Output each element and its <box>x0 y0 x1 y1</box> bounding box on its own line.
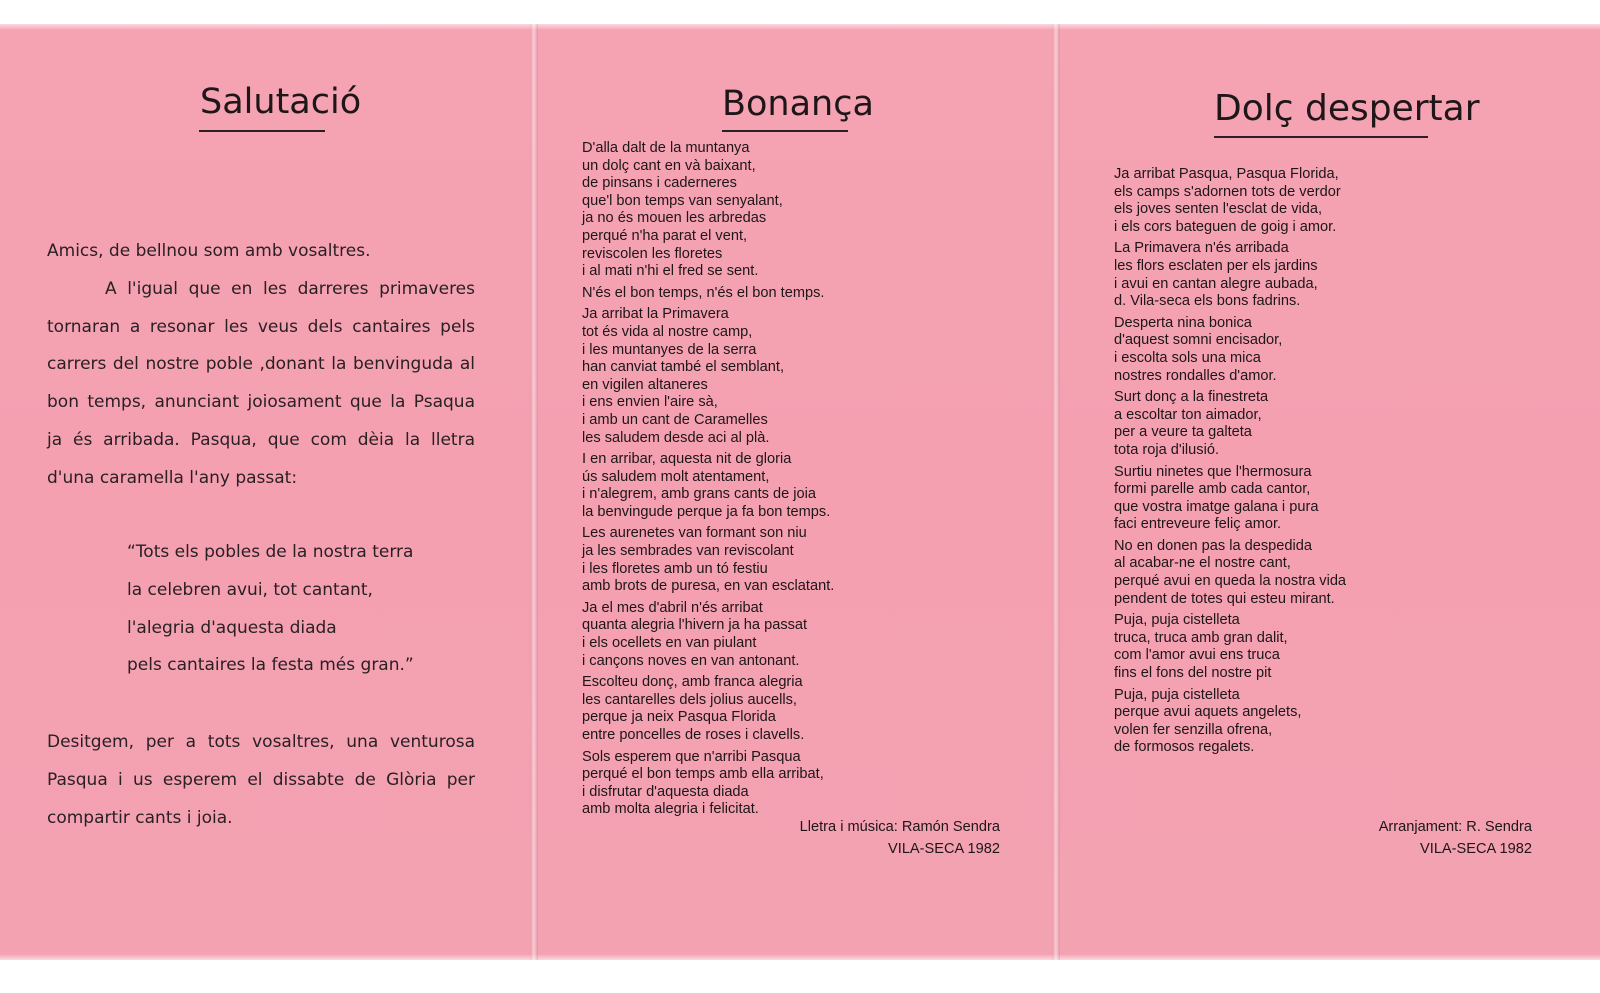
lyric-line: Surt donç a la finestreta <box>1114 389 1269 406</box>
lyric-line: tota roja d'ilusió. <box>1114 441 1219 458</box>
lyric-line: que'l bon temps van senyalant, <box>582 192 783 209</box>
lyric-line: i avui en cantan alegre aubada, <box>1114 275 1318 292</box>
lyric-line: al acabar-ne el nostre cant, <box>1114 555 1291 572</box>
lyric-line: Escolteu donç, amb franca alegria <box>582 674 803 691</box>
stanza <box>1114 612 1346 682</box>
lyric-line: Les aurenetes van formant son niu <box>582 525 807 542</box>
lyric-line: de pinsans i caderneres <box>582 175 737 192</box>
lyric-line: amb brots de puresa, en van esclatant. <box>582 578 835 595</box>
lyric-line: i cançons noves en van antonant. <box>582 652 800 669</box>
lyric-line: d. Vila-seca els bons fadrins. <box>1114 293 1301 310</box>
greeting-paragraph-3: Desitgem, per a tots vosaltres, una venturosa Pasqua i us esperem el dissabte de Glòria per compartir cants i joia. <box>47 732 475 828</box>
greeting-paragraph-1: Amics, de bellnou som amb vosaltres. <box>47 241 371 261</box>
lyric-line: d'aquest somni encisador, <box>1114 332 1283 349</box>
lyric-line: N'és el bon temps, n'és el bon temps. <box>582 284 825 301</box>
lyric-line: i ens envien l'aire sà, <box>582 394 718 411</box>
quote-line: pels cantaires la festa més gran.” <box>127 655 414 676</box>
lyric-line: Sols esperem que n'arribi Pasqua <box>582 748 801 765</box>
lyric-line: perque avui aquets angelets, <box>1114 704 1302 721</box>
stanza <box>582 451 834 521</box>
lyric-line: Puja, puja cistelleta <box>1114 612 1240 629</box>
stanza <box>1114 166 1346 236</box>
lyric-line: i amb un cant de Caramelles <box>582 411 768 428</box>
stanza <box>1114 315 1346 385</box>
lyric-line: a escoltar ton aimador, <box>1114 406 1262 423</box>
song-credits <box>800 816 1000 860</box>
lyric-line: un dolç cant en và baixant, <box>582 157 756 174</box>
lyric-line: reviscolen les floretes <box>582 245 723 262</box>
credit-place-year: VILA-SECA 1982 <box>1420 841 1532 857</box>
quote-line: l'alegria d'aquesta diada <box>127 617 337 638</box>
lyric-line: Ja arribat Pasqua, Pasqua Florida, <box>1114 166 1339 182</box>
stanza <box>1114 464 1346 534</box>
lyric-line: i n'alegrem, amb grans cants de joia <box>582 486 816 503</box>
lyric-line: en vigilen altaneres <box>582 376 708 393</box>
lyric-line: les saludem desde aci al plà. <box>582 429 770 446</box>
title-underline <box>199 130 325 132</box>
song-credits <box>1379 816 1532 860</box>
panel-dolc-despertar <box>1060 24 1600 960</box>
lyric-line: truca, truca amb gran dalit, <box>1114 629 1288 646</box>
greeting-paragraph-2: A l'igual que en les darreres primaveres tornaran a resonar les veus dels cantaires pels carrers del nostre poble ,donant la benvinguda al bon temps, anunciant joiosament que la Psaqua ja és arribada. Pasqua, que com dèia la lletra d'una caramella l'any passat: <box>47 278 475 488</box>
stanza <box>582 306 834 447</box>
stanza <box>582 749 834 819</box>
song-lyrics <box>1114 166 1346 761</box>
lyric-line: Desperta nina bonica <box>1114 314 1252 331</box>
lyric-line: ja les sembrades van reviscolant <box>582 543 794 560</box>
lyric-line: la benvingude perque ja fa bon temps. <box>582 503 831 520</box>
lyric-line: volen fer senzilla ofrena, <box>1114 721 1273 738</box>
lyric-line: han canviat també el semblant, <box>582 359 784 376</box>
greeting-text <box>47 233 475 498</box>
lyric-line: i els ocellets en van piulant <box>582 635 757 652</box>
lyric-line: perque ja neix Pasqua Florida <box>582 709 776 726</box>
lyric-line: i escolta sols una mica <box>1114 349 1261 366</box>
lyric-line: nostres rondalles d'amor. <box>1114 367 1277 384</box>
lyric-line: No en donen pas la despedida <box>1114 537 1312 554</box>
panel-salutacio <box>0 24 530 960</box>
lyric-line: de formosos regalets. <box>1114 739 1255 756</box>
quoted-verse <box>127 534 414 685</box>
lyric-line: ja no és mouen les arbredas <box>582 210 767 227</box>
lyric-line: per a veure ta galteta <box>1114 424 1252 441</box>
lyric-line: D'alla dalt de la muntanya <box>582 140 750 156</box>
stanza <box>582 140 834 281</box>
lyric-line: tot és vida al nostre camp, <box>582 323 753 340</box>
lyric-line: Puja, puja cistelleta <box>1114 686 1240 703</box>
lyric-line: Ja arribat la Primavera <box>582 306 729 323</box>
quote-line: la celebren avui, tot cantant, <box>127 579 373 600</box>
stanza <box>1114 687 1346 757</box>
lyric-line: La Primavera n'és arribada <box>1114 240 1289 257</box>
lyric-line: els joves senten l'esclat de vida, <box>1114 201 1323 218</box>
lyric-line: i les muntanyes de la serra <box>582 341 757 358</box>
credit-arranger: Arranjament: R. Sendra <box>1378 819 1532 835</box>
title-underline <box>722 130 848 132</box>
song-lyrics <box>582 140 834 823</box>
panel-title: Dolç despertar <box>1214 88 1480 129</box>
lyric-line: amb molta alegria i felicitat. <box>582 801 759 818</box>
lyric-line: perqué n'ha parat el vent, <box>582 227 748 244</box>
lyric-line: Surtiu ninetes que l'hermosura <box>1114 463 1312 480</box>
lyric-line: ús saludem molt atentament, <box>582 468 770 485</box>
stanza <box>582 285 834 303</box>
lyric-line: que vostra imatge galana i pura <box>1114 498 1319 515</box>
credit-place-year: VILA-SECA 1982 <box>888 841 1000 857</box>
credit-author: Lletra i música: Ramón Sendra <box>799 819 1000 835</box>
panel-bonanca <box>538 24 1052 960</box>
lyric-line: entre poncelles de roses i clavells. <box>582 727 805 743</box>
lyric-line: formi parelle amb cada cantor, <box>1114 481 1311 498</box>
fold-line-right <box>1052 24 1060 960</box>
panel-title: Bonança <box>722 84 874 124</box>
lyric-line: fins el fons del nostre pit <box>1114 665 1272 682</box>
lyric-line: quanta alegria l'hivern ja ha passat <box>582 617 808 634</box>
lyric-line: perqué avui en queda la nostra vida <box>1114 573 1347 590</box>
lyric-line: i els cors bateguen de goig i amor. <box>1114 218 1337 235</box>
lyric-line: i al mati n'hi el fred se sent. <box>582 263 759 280</box>
lyric-line: pendent de totes qui esteu mirant. <box>1114 590 1335 607</box>
fold-line-left <box>530 24 538 960</box>
stanza <box>1114 240 1346 310</box>
closing-text <box>47 724 475 837</box>
lyric-line: els camps s'adornen tots de verdor <box>1114 183 1341 200</box>
lyric-line: i les floretes amb un tó festiu <box>582 560 768 577</box>
lyric-line: perqué el bon temps amb ella arribat, <box>582 766 824 783</box>
lyric-line: les cantarelles dels jolius aucells, <box>582 691 797 708</box>
stanza <box>582 525 834 595</box>
title-underline <box>1214 136 1428 138</box>
stanza <box>582 674 834 744</box>
lyric-line: i disfrutar d'aquesta diada <box>582 783 749 800</box>
lyric-line: les flors esclaten per els jardins <box>1114 257 1318 274</box>
panel-title: Salutació <box>200 82 362 122</box>
stanza <box>1114 538 1346 608</box>
lyric-line: I en arribar, aquesta nit de gloria <box>582 451 792 468</box>
lyric-line: faci entreveure feliç amor. <box>1114 516 1282 533</box>
stanza <box>1114 389 1346 459</box>
quote-line: “Tots els pobles de la nostra terra <box>127 542 414 562</box>
lyric-line: com l'amor avui ens truca <box>1114 647 1280 664</box>
lyric-line: Ja el mes d'abril n'és arribat <box>582 599 763 616</box>
stanza <box>582 600 834 670</box>
